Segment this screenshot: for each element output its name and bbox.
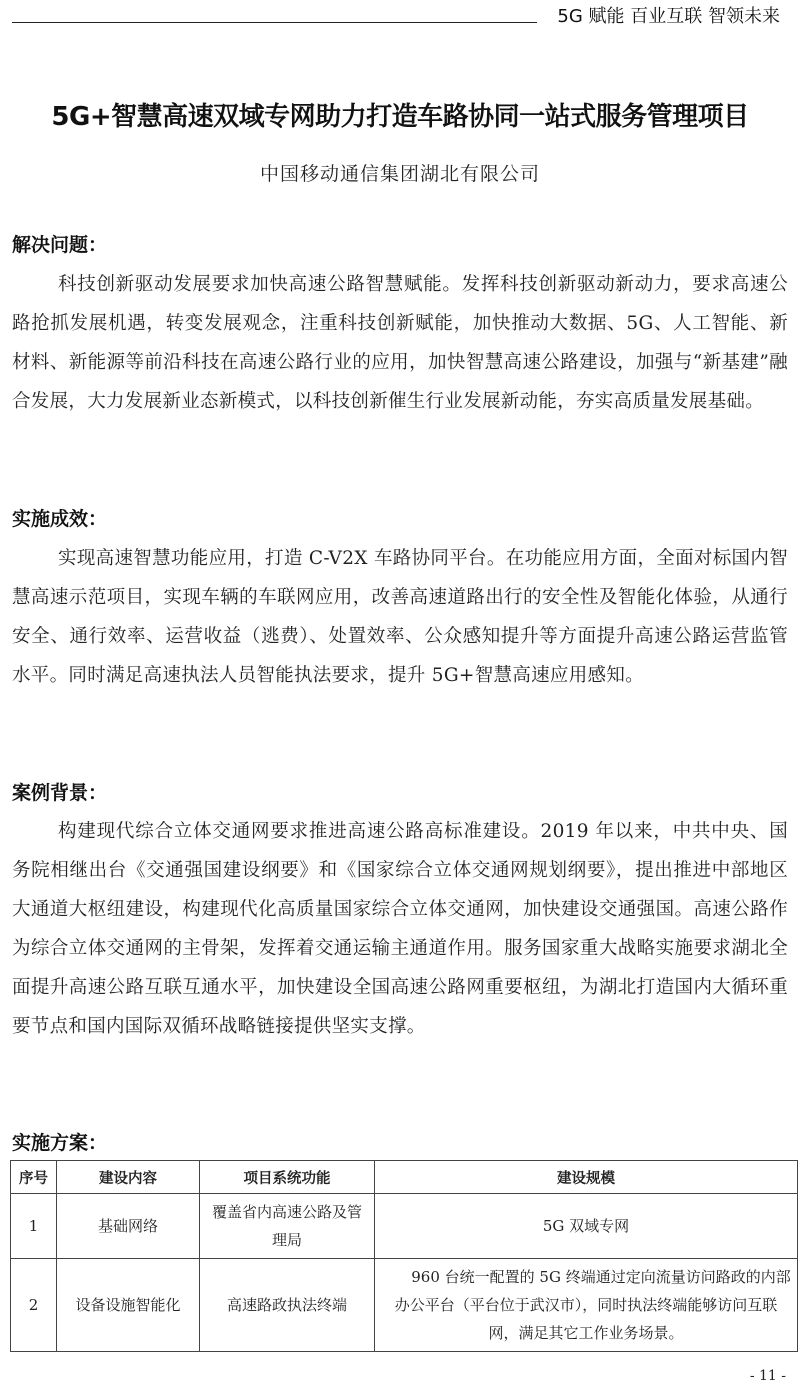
page-number: - 11 - xyxy=(749,1368,786,1384)
cell-scale: 960 台统一配置的 5G 终端通过定向流量访问路政的内部办公平台（平台位于武汉市），同时执法终端能够访问互联网，满足其它工作业务场景。 xyxy=(375,1259,798,1352)
header-slogan: 5G 赋能 百业互联 智领未来 xyxy=(557,6,780,27)
section-heading-plan: 实施方案： xyxy=(12,1132,108,1154)
implementation-table xyxy=(10,1160,798,1352)
header-cell-function: 项目系统功能 xyxy=(200,1161,375,1194)
section-heading-problem: 解决问题： xyxy=(12,234,108,256)
section-heading-background: 案例背景： xyxy=(12,782,108,804)
cell-function: 高速路政执法终端 xyxy=(200,1259,375,1352)
table-row xyxy=(11,1259,798,1352)
organization-name: 中国移动通信集团湖北有限公司 xyxy=(259,163,540,185)
cell-index: 1 xyxy=(11,1194,57,1259)
table-header-row xyxy=(11,1161,798,1194)
header-rule xyxy=(12,22,537,23)
header-cell-content: 建设内容 xyxy=(57,1161,200,1194)
cell-content: 设备设施智能化 xyxy=(57,1259,200,1352)
cell-scale: 5G 双域专网 xyxy=(375,1194,798,1259)
document-title: 5G+智慧高速双域专网助力打造车路协同一站式服务管理项目 xyxy=(51,102,749,132)
cell-index: 2 xyxy=(11,1259,57,1352)
section-body-background: 构建现代综合立体交通网要求推进高速公路高标准建设。2019 年以来，中共中央、国务院相继出台《交通强国建设纲要》和《国家综合立体交通网规划纲要》，提出推进中部地区大通道大枢纽建设，构建现代化高质量国家综合立体交通网，加快建设交通强国。高速公路作为综合立体交通网的主骨架，发挥着交通运输主通道作用。服务国家重大战略实施要求湖北全面提升高速公路互联互通水平，加快建设全国高速公路网重要枢纽，为湖北打造国内大循环重要节点和国内国际双循环战略链接提供坚实支撑。 xyxy=(12,821,788,1037)
section-heading-results: 实施成效： xyxy=(12,508,108,530)
cell-content: 基础网络 xyxy=(57,1194,200,1259)
table-row xyxy=(11,1194,798,1259)
header-cell-scale: 建设规模 xyxy=(375,1161,798,1194)
section-body-results: 实现高速智慧功能应用，打造 C-V2X 车路协同平台。在功能应用方面，全面对标国内智慧高速示范项目，实现车辆的车联网应用，改善高速道路出行的安全性及智能化体验，从通行安全、通行效率、运营收益（逃费）、处置效率、公众感知提升等方面提升高速公路运营监管水平。同时满足高速执法人员智能执法要求，提升 5G+智慧高速应用感知。 xyxy=(12,548,788,686)
cell-function: 覆盖省内高速公路及管理局 xyxy=(200,1194,375,1259)
section-body-problem: 科技创新驱动发展要求加快高速公路智慧赋能。发挥科技创新驱动新动力，要求高速公路抢抓发展机遇，转变发展观念，注重科技创新赋能，加快推动大数据、5G、人工智能、新材料、新能源等前沿科技在高速公路行业的应用，加快智慧高速公路建设，加强与“新基建”融合发展，大力发展新业态新模式，以科技创新催生行业发展新动能，夯实高质量发展基础。 xyxy=(12,274,788,412)
header-cell-index: 序号 xyxy=(11,1161,57,1194)
